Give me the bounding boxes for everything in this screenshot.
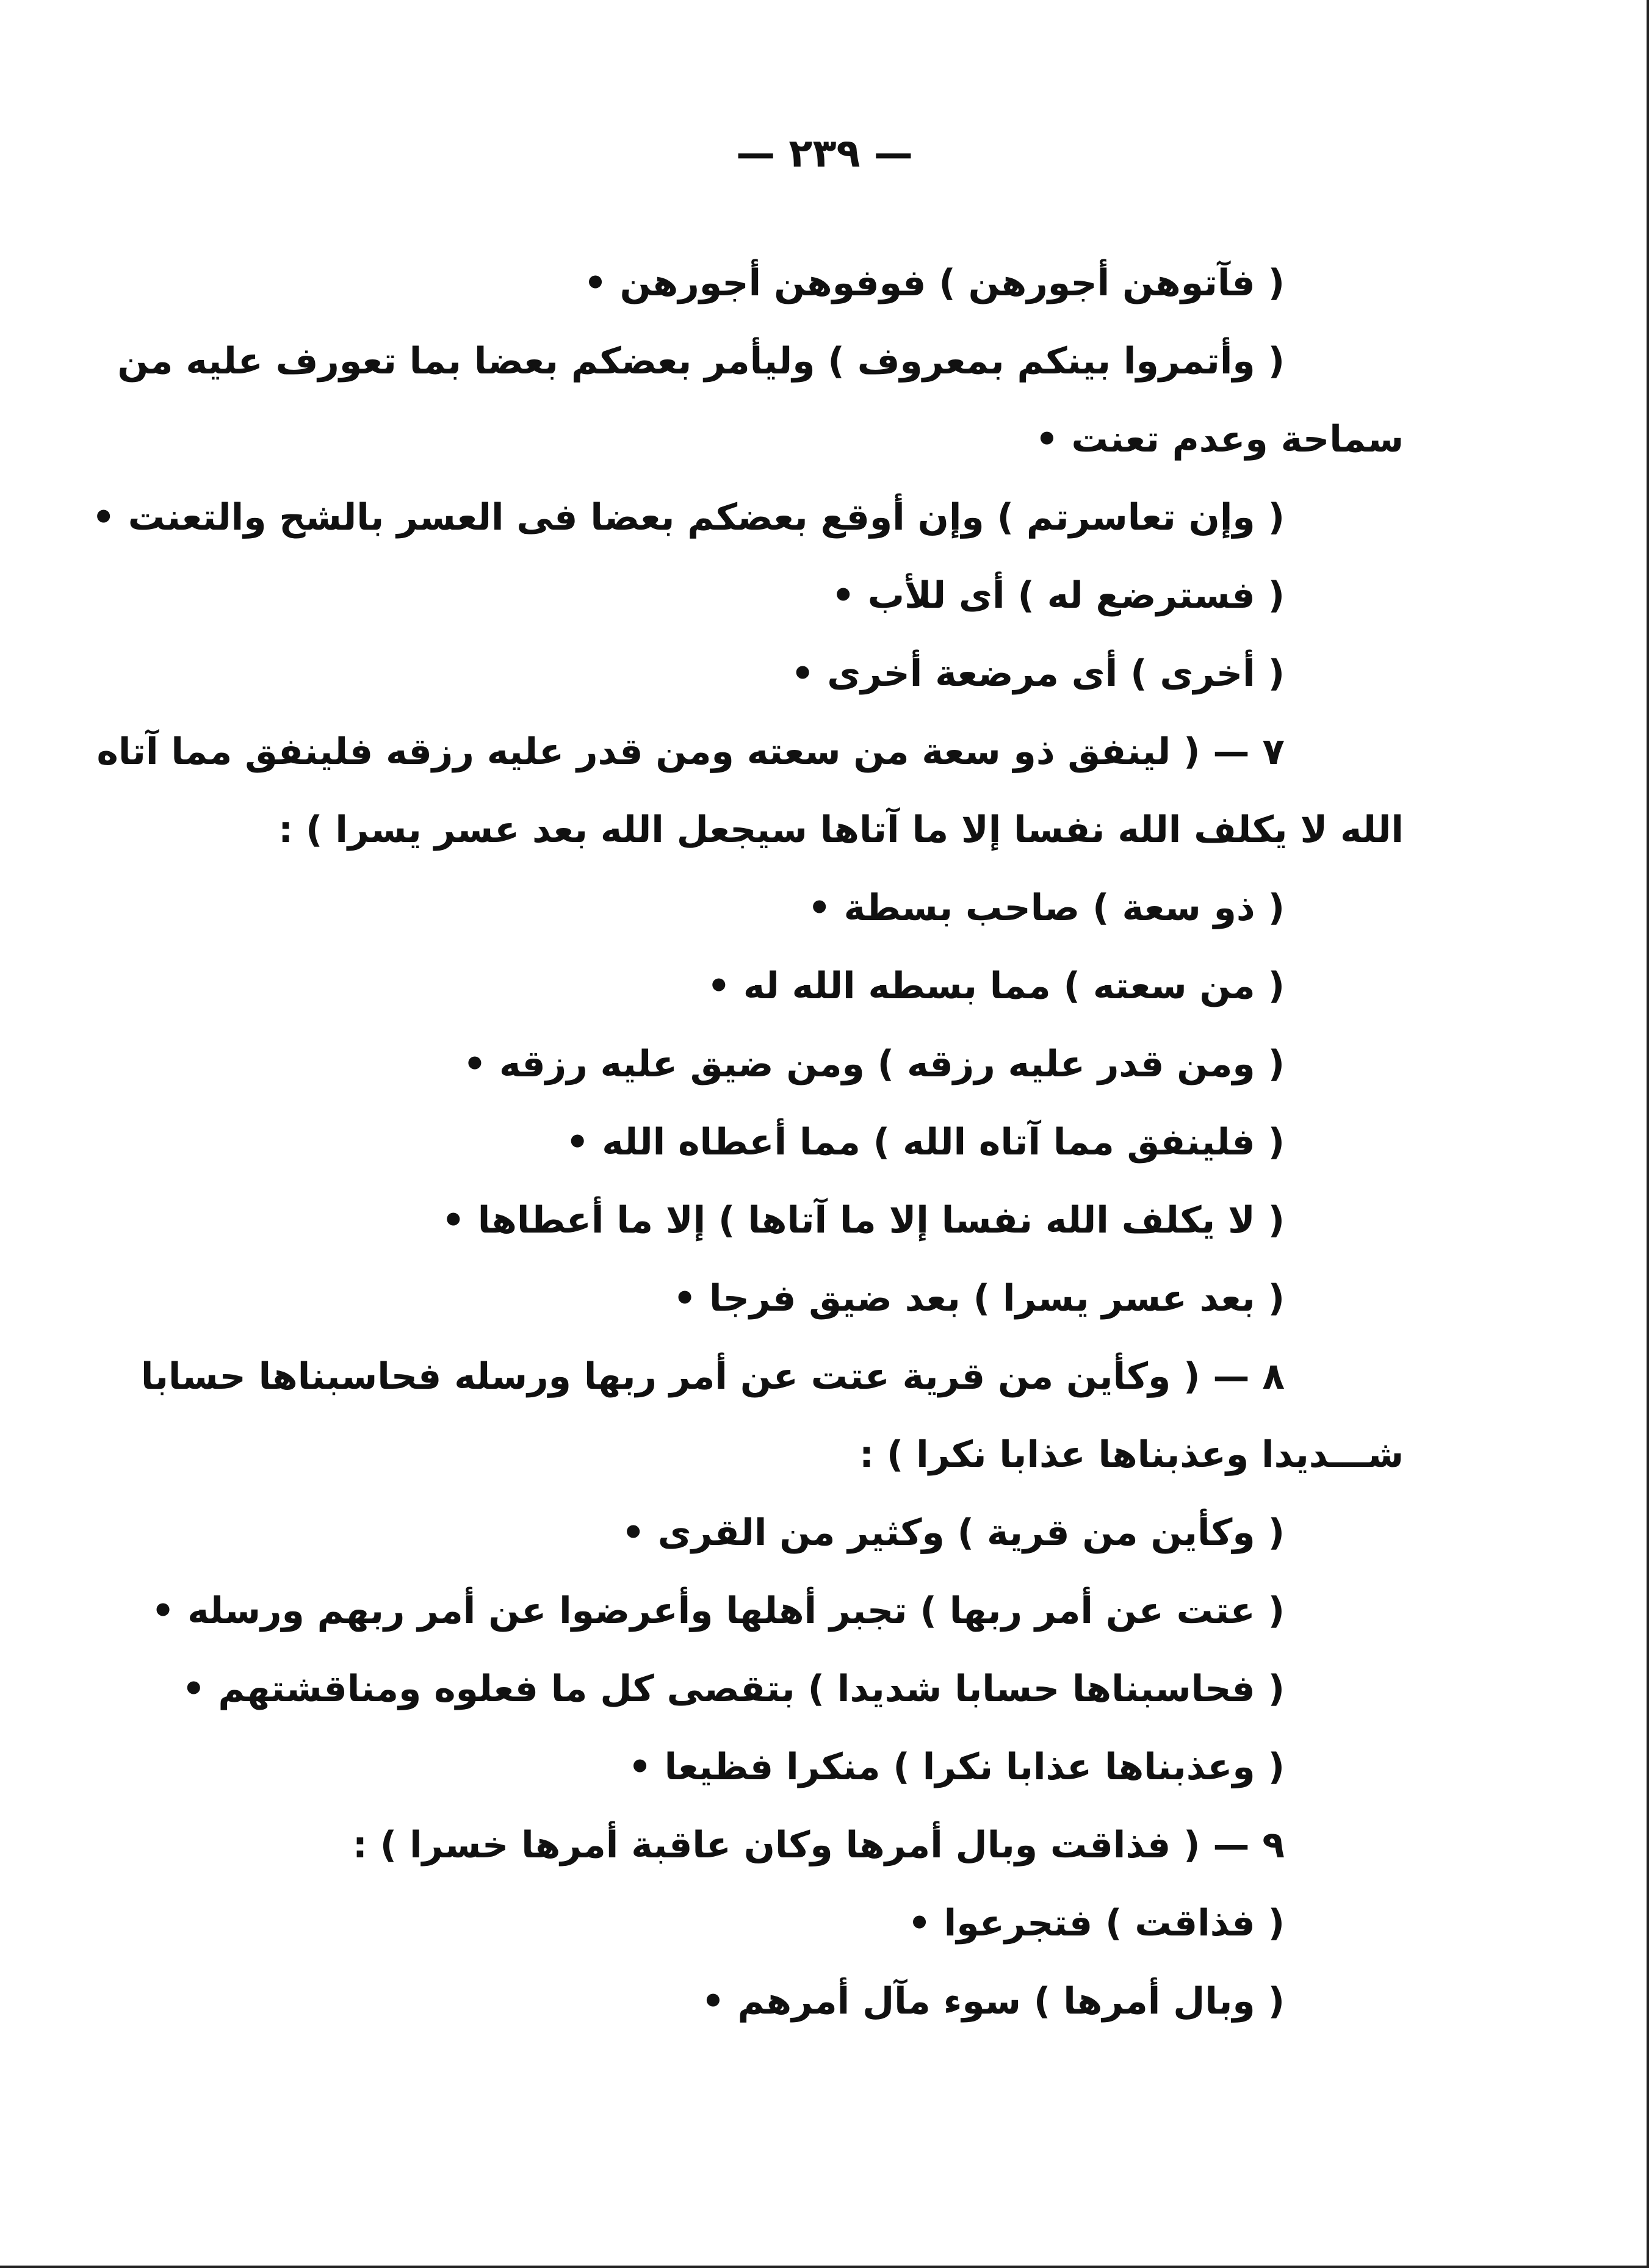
text-line: ( بعد عسر يسرا ) بعد ضيق فرجا •: [673, 1277, 1285, 1320]
text-line: ٧ — ( لينفق ذو سعة من سعته ومن قدر عليه رزقه فلينفق مما آتاه: [96, 730, 1285, 773]
text-line: شـــديدا وعذبناها عذابا نكرا ) :: [859, 1433, 1404, 1476]
text-line: ( فسترضع له ) أى للأب •: [831, 574, 1285, 617]
page-number: — ٢٣٩ —: [736, 131, 913, 176]
text-line: ( عتت عن أمر ربها ) تجبر أهلها وأعرضوا عن أمر ربهم ورسله •: [151, 1589, 1285, 1632]
text-line: ( أخرى ) أى مرضعة أخرى •: [790, 652, 1285, 695]
text-line: ( فحاسبناها حسابا شديدا ) بتقصى كل ما فعلوه ومناقشتهم •: [182, 1668, 1285, 1710]
text-line: ( وإن تعاسرتم ) وإن أوقع بعضكم بعضا فى العسر بالشح والتعنت •: [92, 496, 1285, 539]
page-body: [92, 244, 1404, 2040]
text-line: ( لا يكلف الله نفسا إلا ما آتاها ) إلا ما أعطاها •: [441, 1199, 1285, 1242]
text-line: ( وأتمروا بينكم بمعروف ) وليأمر بعضكم بعضا بما تعورف عليه من: [117, 340, 1285, 383]
text-line: ( ذو سعة ) صاحب بسطة •: [807, 887, 1285, 929]
text-line: ( وبال أمرها ) سوء مآل أمرهم •: [701, 1980, 1285, 2023]
text-line: ( ومن قدر عليه رزقه ) ومن ضيق عليه رزقه •: [463, 1043, 1285, 1085]
text-line: ( فلينفق مما آتاه الله ) مما أعطاه الله •: [566, 1121, 1285, 1164]
text-line: ( فذاقت ) فتجرعوا •: [907, 1902, 1285, 1945]
text-line: ( وكأين من قرية ) وكثير من القرى •: [621, 1511, 1285, 1554]
text-line: ٨ — ( وكأين من قرية عتت عن أمر ربها ورسله فحاسبناها حسابا: [140, 1355, 1285, 1398]
text-line: ( وعذبناها عذابا نكرا ) منكرا فظيعا •: [628, 1746, 1285, 1788]
text-line: ( من سعته ) مما بسطه الله له •: [707, 965, 1285, 1007]
text-line: الله لا يكلف الله نفسا إلا ما آتاها سيجعل الله بعد عسر يسرا ) :: [278, 808, 1404, 851]
text-line: ٩ — ( فذاقت وبال أمرها وكان عاقبة أمرها خسرا ) :: [352, 1824, 1285, 1867]
text-line: سماحة وعدم تعنت •: [1035, 418, 1404, 461]
text-line: ( فآتوهن أجورهن ) فوفوهن أجورهن •: [583, 262, 1285, 304]
